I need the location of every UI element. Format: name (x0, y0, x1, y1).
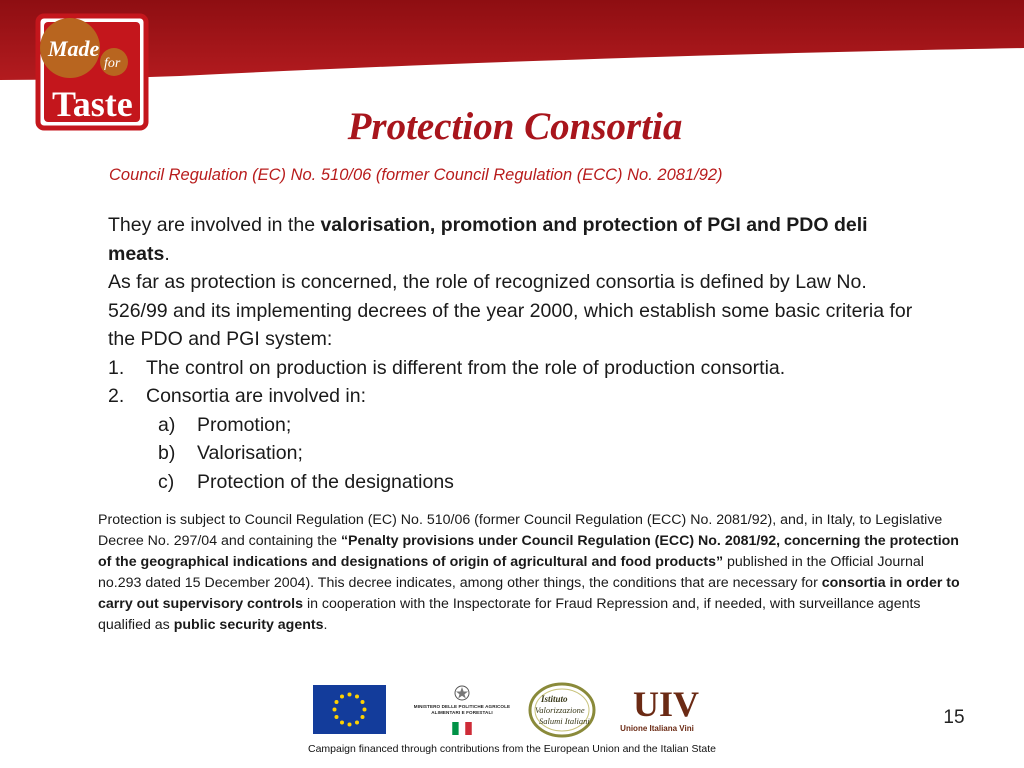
svg-text:Valorizzazione: Valorizzazione (535, 705, 585, 715)
protection-paragraph: As far as protection is concerned, the role of recognized consortia is defined by Law No. 526/99 and its implementing decrees of the year 2000, which establish some basic criteria for the PDO and PGI system: (108, 271, 913, 350)
slide-subtitle: Council Regulation (EC) No. 510/06 (former Council Regulation (ECC) No. 2081/92) (109, 166, 723, 184)
sublist-item: a) Promotion; (108, 411, 928, 440)
svg-text:UIV: UIV (633, 684, 700, 724)
list-marker: 2. (108, 385, 125, 407)
slide-title: Protection Consortia (347, 105, 683, 148)
sublist-item: b) Valorisation; (108, 439, 928, 468)
svg-text:Taste: Taste (52, 84, 133, 124)
intro-bold-phrase: valorisation, promotion and protection of PGI and PDO deli meats (108, 214, 868, 265)
italy-flag-icon (451, 722, 473, 735)
svg-text:Salumi Italiani: Salumi Italiani (539, 716, 590, 726)
list-marker: 1. (108, 356, 125, 379)
sublist-marker: b) (158, 442, 176, 464)
uiv-mark-icon (631, 682, 700, 724)
sublist-item: c) Protection of the designations (108, 468, 928, 497)
svg-text:Istituto: Istituto (541, 694, 568, 704)
sponsor-logos (313, 682, 700, 738)
list-item: 1. The control on production is different from the role of production consortia. (108, 354, 928, 383)
uiv-logo: UIV Unione Italiana Vini (620, 684, 700, 733)
page-number: 15 (943, 707, 965, 728)
sublist-marker: a) (158, 413, 176, 436)
eu-flag-icon (313, 685, 386, 734)
sublist-marker: c) (158, 470, 175, 493)
intro-paragraph: They are involved in the valorisation, promotion and protection of PGI and PDO deli meats. (108, 214, 868, 265)
list-item: 2. Consortia are involved in: (108, 382, 928, 411)
main-content (108, 211, 928, 496)
legal-note: Protection is subject to Council Regulation (EC) No. 510/06 (former Council Regulation (ECC) No. 2081/92), and, in Italy, to Legislative Decree No. 297/04 and containing the “Penalty provisions under Council Regulation (ECC) No. 2081/92, concerning the protection of the geographical indications and designations of origin of agricultural and food products” published in the Official Journal no.293 dated 15 December 2004). This decree indicates, among other things, the conditions that are necessary for consortia in order to carry out supervisory controls in cooperation with the Inspectorate for Fraud Repression and, if needed, with surveillance agents qualified as public security agents. (98, 512, 960, 633)
footer-text: Campaign financed through contributions from the European Union and the Italian State (307, 743, 716, 755)
made-for-taste-logo (30, 12, 162, 134)
svg-text:Made: Made (48, 36, 100, 61)
italian-emblem-icon (453, 684, 471, 702)
ministry-logo: MINISTERO DELLE POLITICHE AGRICOLE ALIMENTARI E FORESTALI (401, 684, 523, 736)
istituto-salumi-logo (527, 682, 597, 738)
svg-text:for: for (104, 56, 121, 71)
